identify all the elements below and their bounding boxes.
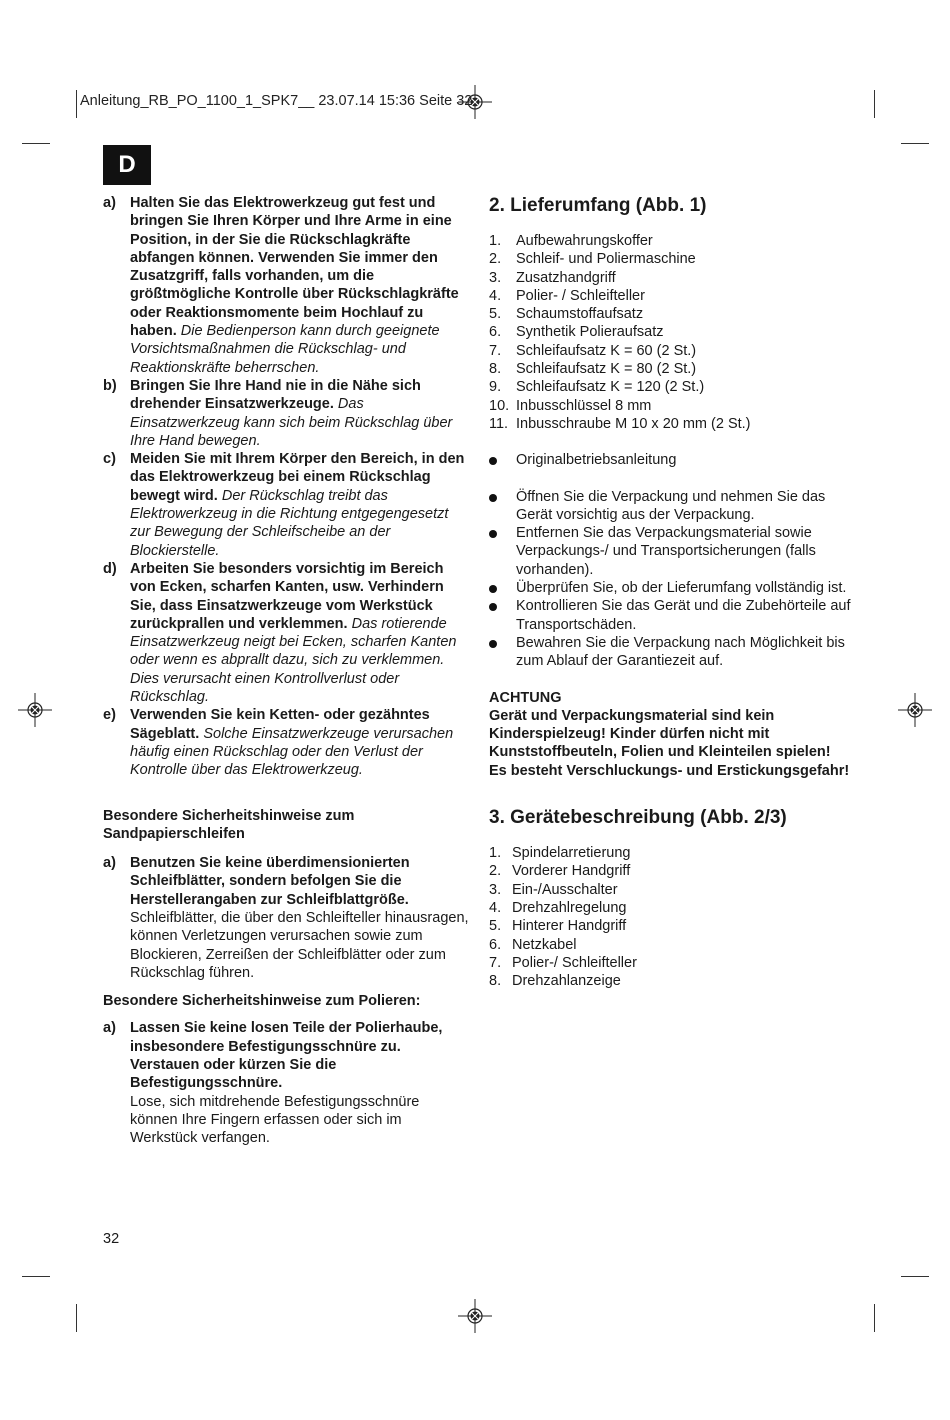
list-number: 8. bbox=[489, 361, 502, 378]
list-text: Synthetik Polieraufsatz bbox=[516, 324, 664, 341]
language-tab: D bbox=[103, 145, 151, 185]
bullet-icon bbox=[489, 634, 516, 671]
registration-mark-right-icon bbox=[898, 693, 932, 727]
list-item bbox=[489, 378, 851, 396]
item-italic-text: Der Rückschlag treibt das Elektrowerkzeug in die Richtung entgegengesetzt zur Bewegung der Schleifscheibe an der Blockierstelle. bbox=[130, 487, 449, 559]
list-item bbox=[489, 936, 851, 954]
manual-bullet-list bbox=[489, 451, 851, 469]
warning-title: ACHTUNG bbox=[489, 689, 562, 706]
list-text: Aufbewahrungskoffer bbox=[516, 233, 653, 249]
parts-list bbox=[489, 844, 851, 990]
list-item bbox=[489, 954, 851, 972]
list-item bbox=[489, 634, 851, 671]
list-text: Spindelarretierung bbox=[512, 845, 631, 862]
crop-mark-bottom-left-h bbox=[22, 1276, 50, 1277]
list-item bbox=[489, 881, 851, 899]
list-item bbox=[489, 305, 851, 323]
item-letter: a) bbox=[103, 1020, 116, 1037]
list-number: 7. bbox=[489, 342, 502, 359]
registration-mark-bottom-icon bbox=[458, 1299, 492, 1333]
list-number: 10. bbox=[489, 397, 510, 414]
crop-mark-bottom-right-h bbox=[901, 1276, 929, 1277]
item-letter: a) bbox=[103, 855, 116, 872]
list-text: Schleifaufsatz K = 120 (2 St.) bbox=[516, 379, 705, 396]
crop-mark-top-right-h bbox=[901, 143, 929, 144]
crop-mark-top-right bbox=[874, 90, 875, 118]
list-item bbox=[489, 415, 851, 433]
crop-mark-bottom-left bbox=[76, 1304, 77, 1332]
list-item bbox=[489, 862, 851, 880]
step-text: Überprüfen Sie, ob der Lieferumfang vollständig ist. bbox=[516, 580, 847, 597]
list-text: Polier- / Schleifteller bbox=[516, 287, 645, 304]
supply-list bbox=[489, 232, 851, 433]
sand-instruction bbox=[103, 854, 469, 982]
list-item bbox=[489, 397, 851, 415]
crop-mark-bottom-right bbox=[874, 1304, 875, 1332]
item-letter: b) bbox=[103, 377, 117, 394]
sand-bold: Benutzen Sie keine überdimensionierten Schleifblätter, sondern befolgen Sie die Herstellerangaben zur Schleifblattgröße. bbox=[130, 855, 410, 908]
list-text: Schaumstoffaufsatz bbox=[516, 306, 644, 323]
item-bold-text: Halten Sie das Elektrowerkzeug gut fest und bringen Sie Ihren Körper und Ihre Arme in eine Position, in der Sie die Rückschlagkräfte abfangen können. Verwenden Sie immer den Zusatzgriff, falls vorhanden, um die größtmögliche Kontrolle über Rückschlagkräfte oder Reaktionsmomente beim Hochlauf zu haben. bbox=[130, 195, 459, 340]
list-item bbox=[489, 323, 851, 341]
list-item bbox=[489, 488, 851, 525]
list-number: 6. bbox=[489, 936, 502, 953]
list-item bbox=[489, 844, 851, 862]
list-text: Schleifaufsatz K = 60 (2 St.) bbox=[516, 342, 697, 359]
item-italic-text: Das Einsatzwerkzeug kann sich beim Rückschlag über Ihre Hand bewegen. bbox=[130, 396, 453, 449]
list-number: 8. bbox=[489, 973, 502, 990]
list-text: Netzkabel bbox=[512, 936, 577, 953]
print-slug: Anleitung_RB_PO_1100_1_SPK7__ 23.07.14 15:36 Seite 32 bbox=[80, 93, 473, 109]
list-number: 3. bbox=[489, 881, 502, 898]
list-number: 9. bbox=[489, 379, 502, 396]
item-bold-text: Verwenden Sie kein Ketten- oder gezähntes Sägeblatt. bbox=[130, 707, 430, 742]
list-item bbox=[489, 579, 851, 597]
list-item bbox=[489, 451, 851, 469]
kickback-instructions bbox=[103, 194, 469, 780]
warning-text: Gerät und Verpackungsmaterial sind kein Kinderspielzeug! Kinder dürfen nicht mit Kunststoffbeuteln, Folien und Kleinteilen spielen! Es besteht Verschluckungs- und Erstickungsgefahr! bbox=[489, 707, 850, 779]
polish-heading: Besondere Sicherheitshinweise zum Polieren: bbox=[103, 993, 421, 1010]
section-2-title: 2. Lieferumfang (Abb. 1) bbox=[489, 195, 707, 216]
list-item bbox=[103, 560, 469, 706]
list-number: 4. bbox=[489, 287, 502, 304]
polish-bold: Lassen Sie keine losen Teile der Polierhaube, insbesondere Befestigungsschnüre zu. Verstauen oder kürzen Sie die Befestigungsschnüre. bbox=[130, 1020, 443, 1092]
left-column bbox=[103, 194, 469, 1148]
manual-bullet: Originalbetriebsanleitung bbox=[516, 452, 677, 469]
list-number: 7. bbox=[489, 954, 502, 971]
crop-mark-top-left-h bbox=[22, 143, 50, 144]
list-number: 1. bbox=[489, 845, 502, 862]
item-italic-text: Die Bedienperson kann durch geeignete Vorsichtsmaßnahmen die Rückschlag- und Reaktionskräfte beherrschen. bbox=[130, 323, 440, 376]
list-text: Schleifaufsatz K = 80 (2 St.) bbox=[516, 361, 697, 378]
step-text: Kontrollieren Sie das Gerät und die Zubehörteile auf Transportschäden. bbox=[516, 598, 851, 633]
list-item bbox=[489, 972, 851, 990]
list-item bbox=[489, 597, 851, 634]
list-item bbox=[489, 250, 851, 268]
list-number: 3. bbox=[489, 269, 502, 286]
list-text: Schleif- und Poliermaschine bbox=[516, 251, 696, 268]
list-item bbox=[103, 706, 469, 779]
list-number: 5. bbox=[489, 918, 502, 935]
list-item bbox=[489, 342, 851, 360]
list-item bbox=[103, 377, 469, 450]
bullet-icon bbox=[489, 488, 516, 525]
list-text: Drehzahlanzeige bbox=[512, 973, 621, 990]
unpacking-steps bbox=[489, 488, 851, 671]
sand-heading: Besondere Sicherheitshinweise zum Sandpapierschleifen bbox=[103, 807, 355, 842]
list-item bbox=[489, 524, 851, 579]
right-column bbox=[489, 194, 851, 990]
item-italic-text: Das rotierende Einsatzwerkzeug neigt bei Ecken, scharfen Kanten oder wenn es abprallt dazu, sich zu verklemmen. Dies verursacht einen Kontrollverlust oder Rückschlag. bbox=[130, 615, 457, 706]
list-number: 2. bbox=[489, 251, 502, 268]
polish-instruction bbox=[103, 1019, 469, 1147]
list-number: 6. bbox=[489, 324, 502, 341]
bullet-icon bbox=[489, 524, 516, 579]
list-item bbox=[103, 450, 469, 560]
list-text: Vorderer Handgriff bbox=[512, 863, 631, 880]
list-text: Zusatzhandgriff bbox=[516, 269, 616, 286]
list-number: 2. bbox=[489, 863, 502, 880]
list-text: Polier-/ Schleifteller bbox=[512, 954, 637, 971]
item-letter: c) bbox=[103, 451, 116, 468]
list-text: Drehzahlregelung bbox=[512, 899, 627, 916]
list-number: 11. bbox=[489, 415, 509, 432]
list-item bbox=[489, 232, 851, 250]
item-bold-text: Meiden Sie mit Ihrem Körper den Bereich, in den das Elektrowerkzeug bei einem Rückschlag bewegt wird. bbox=[130, 451, 465, 504]
item-italic-text: Solche Einsatzwerkzeuge verursachen häufig einen Rückschlag oder den Verlust der Kontrolle über das Elektrowerkzeug. bbox=[130, 725, 454, 779]
list-item bbox=[489, 899, 851, 917]
list-item bbox=[489, 360, 851, 378]
item-letter: d) bbox=[103, 560, 117, 577]
list-text: Ein-/Ausschalter bbox=[512, 881, 618, 898]
bullet-icon bbox=[489, 451, 516, 469]
item-letter: a) bbox=[103, 195, 116, 211]
step-text: Entfernen Sie das Verpackungsmaterial sowie Verpackungs-/ und Transportsicherungen (falls vorhanden). bbox=[516, 525, 816, 578]
list-text: Inbusschraube M 10 x 20 mm (2 St.) bbox=[516, 415, 751, 432]
item-bold-text: Arbeiten Sie besonders vorsichtig im Bereich von Ecken, scharfen Kanten, usw. Verhindern Sie, dass Einsatzwerkzeuge vom Werkstück zurückprallen und verklemmen. bbox=[130, 560, 444, 632]
list-item bbox=[489, 287, 851, 305]
item-letter: e) bbox=[103, 707, 116, 724]
registration-mark-left-icon bbox=[18, 693, 52, 727]
item-bold-text: Bringen Sie Ihre Hand nie in die Nähe sich drehender Einsatzwerkzeuge. bbox=[130, 377, 421, 413]
sand-plain: Schleifblätter, die über den Schleifteller hinausragen, können Verletzungen verursachen sowie zum Blockieren, Zerreißen der Schleifblätter oder zum Rückschlag führen. bbox=[130, 909, 469, 981]
polish-plain: Lose, sich mitdrehende Befestigungsschnüre können Ihre Fingern erfassen oder sich im Werkstück verfangen. bbox=[130, 1093, 420, 1147]
step-text: Bewahren Sie die Verpackung nach Möglichkeit bis zum Ablauf der Garantiezeit auf. bbox=[516, 634, 845, 670]
section-3-title: 3. Gerätebeschreibung (Abb. 2/3) bbox=[489, 807, 787, 829]
bullet-icon bbox=[489, 597, 516, 634]
list-item bbox=[489, 917, 851, 935]
page-number: 32 bbox=[103, 1231, 120, 1247]
list-number: 4. bbox=[489, 899, 502, 916]
list-number: 5. bbox=[489, 306, 502, 323]
crop-mark-top-left bbox=[76, 90, 77, 118]
list-item bbox=[103, 194, 469, 377]
list-number: 1. bbox=[489, 233, 502, 249]
step-text: Öffnen Sie die Verpackung und nehmen Sie das Gerät vorsichtig aus der Verpackung. bbox=[516, 488, 826, 523]
list-text: Inbusschlüssel 8 mm bbox=[516, 397, 652, 414]
list-item bbox=[489, 269, 851, 287]
bullet-icon bbox=[489, 579, 516, 597]
list-text: Hinterer Handgriff bbox=[512, 918, 627, 935]
